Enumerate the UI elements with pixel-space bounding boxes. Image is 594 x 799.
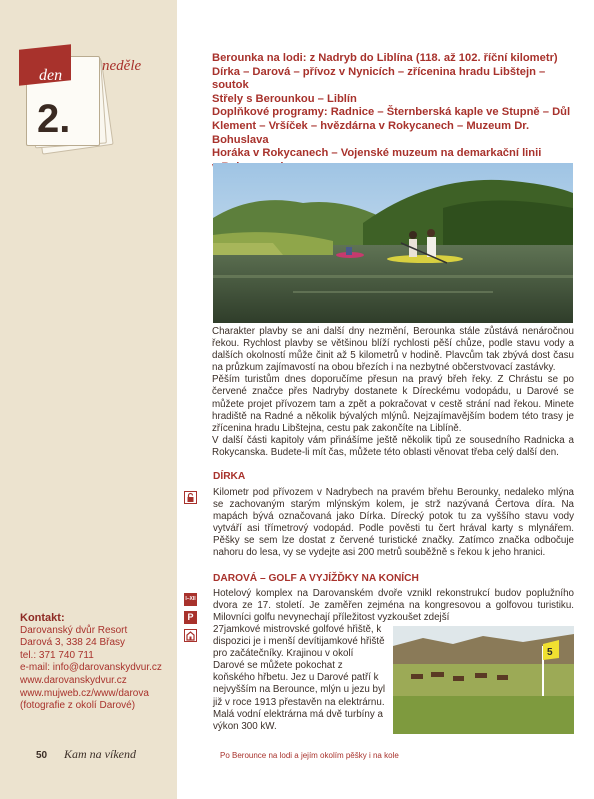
golf-horses-illustration [393, 626, 574, 734]
dirka-heading: DÍRKA [213, 471, 246, 482]
dirka-text: Kilometr pod přívozem v Nadrybech na pravém břehu Berounky, nedaleko mlýna se zachovaným starým mlýnským kolem, je strž nazývaná Čertova díra. Na mapách bývá označovaná jako Dírka. Dírecký potok tu za vyššího stavu vody vytváří asi třímetrový vodopád. Podle pověsti tu čert hrával karty s mlynářem. Pěšky se sem lze dostat z červené turistické značky. Zatímco značka odbočuje nahoru do lesa, vy se vydejte asi 200 metrů souběžně s řekou k jeho hranici. [213, 487, 574, 559]
calendar-weekday: neděle [102, 58, 142, 74]
contact-website-link[interactable]: www.darovanskydvur.cz [20, 674, 127, 686]
contact-line: Darová 3, 338 24 Břasy [20, 637, 126, 649]
river-kayak-illustration [213, 163, 573, 323]
contact-phone: tel.: 371 740 711 [20, 649, 94, 661]
route-line: Berounka na lodi: z Nadryb do Liblína (118. až 102. říční kilometr) [212, 52, 558, 64]
restaurant-icon [184, 629, 197, 642]
intro-paragraph: Charakter plavby se ani další dny nezmění, Berounka stále zůstává nenáročnou řekou. Rychlost plavby se většinou blíží rychlosti pěší chůze, podle stavu vody a dalších okolností může činit až 5 kilometrů v hodině. Plavcům tak zbývá dost času na průzkum zajímavostí na obou březích i na nezbytné občerstvovací zastávky. [212, 326, 574, 374]
parking-icon: P [184, 611, 197, 624]
lock-icon [184, 491, 197, 504]
intro-paragraph: Pěším turistům dnes doporučíme přesun na pravý břeh řeky. Z Chrástu se po červené značce přes Nadryby dostanete k Díreckému vodopádu, u Darové se můžete projet přívozem tam a zpět a pokračovat v cestě strání nad řekou. Minete hradiště na Radné a několik bývalých mlýnů. Nejzajímavějším bodem této trasy je zřícenina hradu Libštejna, cestu pak zakončíte na Liblíně. [212, 374, 574, 434]
contact-line: Darovanský dvůr Resort [20, 624, 128, 636]
intro-paragraph: V další části kapitoly vám přinášíme ještě několik tipů ze sousedního Radnicka a Rokycanska. Budete-li mít čas, můžete této oblasti věnovat třeba celý další den. [212, 434, 574, 458]
darova-heading: DAROVÁ – GOLF A VYJÍŽĎKY NA KONÍCH [213, 573, 419, 584]
contact-box [20, 612, 170, 713]
footer-caption: Po Berounce na lodi a jejím okolím pěšky i na kole [220, 751, 399, 760]
intro-text [212, 326, 574, 459]
route-line: Horáka v Rokycanech – Vojenské muzeum na demarkační linii [212, 147, 542, 160]
route-line: Dírka – Darová – přívoz v Nynicích – zřícenina hradu Libštejn – soutok [212, 65, 546, 92]
calendar-day-label: den [39, 67, 63, 84]
contact-note: (fotografie z okolí Darové) [20, 700, 136, 712]
calendar-months-icon: I–XII [184, 593, 197, 606]
brand-name: Kam na víkend [64, 747, 136, 761]
contact-website-link[interactable]: www.mujweb.cz/www/darova [20, 687, 149, 699]
river-kayak-photo [213, 163, 573, 323]
calendar-day-number: 2. [37, 97, 71, 141]
contact-title: Kontakt: [20, 612, 65, 624]
golf-horses-photo [393, 626, 574, 734]
darova-text-intro: Hotelový komplex na Darovanském dvoře vznikl rekonstrukcí budov poplužního dvora ze 17. století. Je zaměřen zejména na kongresovou a golfovou turistiku. Milovníci golfu nevynechají příležitost vyzkoušet zdejší [213, 588, 574, 624]
golf-flag-number: 5 [547, 647, 553, 658]
darova-text-golf: 27jamkové mistrovské golfové hřiště, k dispozici je i menší devítijamkové hřiště pro začátečníky. Krajinou v okolí Darové se můžete pokochat z koňského hřbetu. Jez u Darové patří k nejvyšším na Berounce, mlýn u jezu byl již v roce 1913 přestavěn na elektrárnu. Malá vodní elektrárna má dvě turbíny a výkon 300 kW. [213, 624, 386, 732]
contact-email[interactable]: e-mail: info@darovanskydvur.cz [20, 662, 162, 674]
route-line: Klement – Vršíček – hvězdárna v Rokycanech – Muzeum Dr. Bohuslava [212, 119, 530, 146]
route-header [212, 52, 572, 174]
route-line: Doplňkové programy: Radnice – Šternberská kaple ve Stupně – Důl [212, 106, 571, 119]
calendar-sheet-front [26, 56, 100, 146]
page-number: 50 [36, 750, 48, 761]
route-line: Střely s Berounkou – Liblín [212, 92, 357, 105]
